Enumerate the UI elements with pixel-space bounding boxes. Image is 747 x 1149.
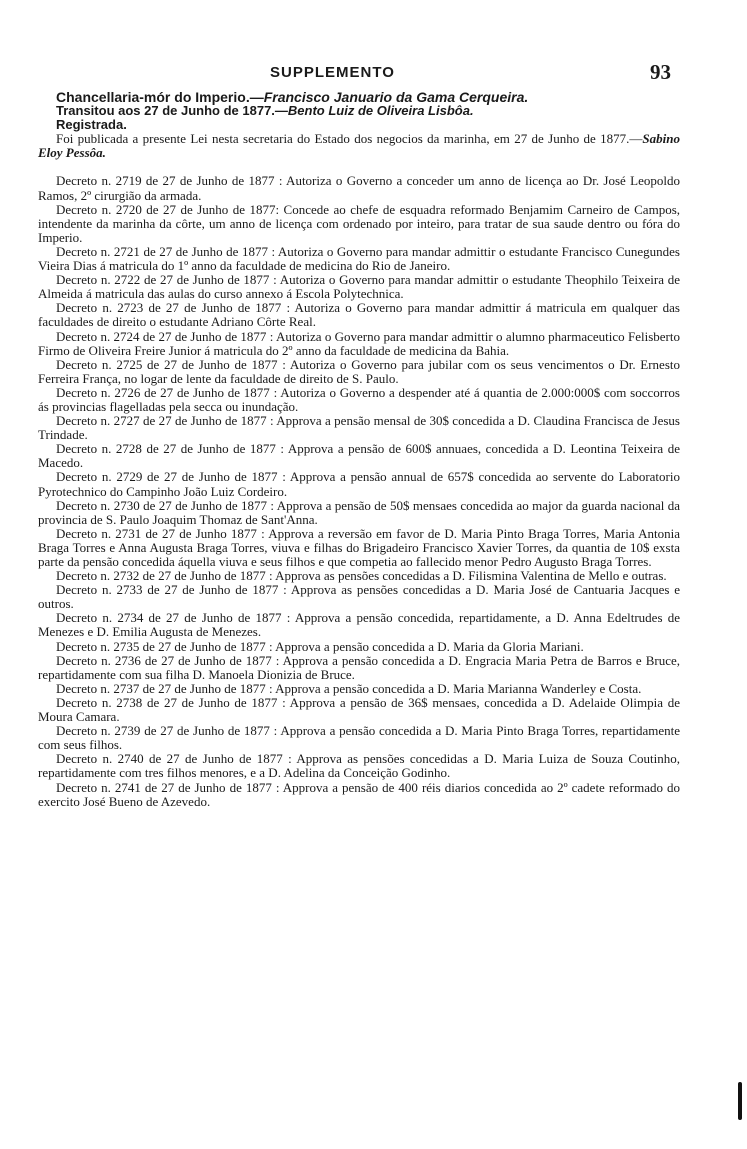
signatory-name: Bento Luiz de Oliveira Lisbôa.	[287, 103, 474, 119]
page-number: 93	[650, 60, 671, 84]
decree-paragraph: Decreto n. 2723 de 27 de Junho de 1877 : Autoriza o Governo para mandar admittir á matricula em qualquer das faculdades de direito o estudante Adriano Côrte Real.	[38, 300, 680, 330]
running-title: SUPPLEMENTO	[270, 64, 395, 81]
decree-paragraph: Decreto n. 2732 de 27 de Junho de 1877 : Approva as pensões concedidas a D. Filismina Valentina de Mello e outras.	[56, 568, 667, 584]
decree-paragraph: Decreto n. 2730 de 27 de Junho de 1877 : Approva a pensão de 50$ mensaes concedida ao major da guarda nacional da provincia de S. Paulo Joaquim Thomaz de Sant'Anna.	[38, 497, 680, 527]
decree-list	[38, 174, 680, 808]
decree-paragraph: Decreto n. 2726 de 27 de Junho de 1877 : Autoriza o Governo a despender até á quantia de 2.000:000$ com soccorros ás provincias flagelladas pela secca ou inundação.	[38, 384, 680, 414]
decree-paragraph: Decreto n. 2724 de 27 de Junho de 1877 : Autoriza o Governo para mandar admittir o alumno pharmaceutico Felisberto Firmo de Oliveira Freire Junior á matricula do 2º anno da faculdade de medicina da Bahia.	[38, 328, 680, 358]
decree-paragraph: Decreto n. 2720 de 27 de Junho de 1877: Concede ao chefe de esquadra reformado Benjamim Carneiro de Campos, intendente da marinha da côrte, um anno de licença com ordenado por inteiro, para tratar de sua saude dentro ou fóra do Imperio.	[38, 201, 680, 245]
decree-paragraph: Decreto n. 2728 de 27 de Junho de 1877 : Approva a pensão de 600$ annuaes, concedida a D. Leontina Teixeira de Macedo.	[38, 441, 680, 471]
decree-paragraph: Decreto n. 2727 de 27 de Junho de 1877 : Approva a pensão mensal de 30$ concedida a D. Claudina Francisca de Jesus Trindade.	[38, 413, 680, 443]
decree-paragraph: Decreto n. 2736 de 27 de Junho de 1877 : Approva a pensão concedida a D. Engracia Maria Petra de Barros e Bruce, repartidamente com sua filha D. Manoela Dionizia de Bruce.	[38, 652, 680, 682]
decree-paragraph: Decreto n. 2729 de 27 de Junho de 1877 : Approva a pensão annual de 657$ concedida ao servente do Laboratorio Pyrotechnico do Campinho João Luiz Cordeiro.	[38, 469, 680, 499]
page-body	[38, 90, 680, 809]
decree-paragraph: Decreto n. 2738 de 27 de Junho de 1877 : Approva a pensão de 36$ mensaes, concedida a D. Adelaide Olimpia de Moura Camara.	[38, 694, 680, 725]
chancellaria-line: Chancellaria-mór do Imperio.—Francisco Januario da Gama Cerqueira.	[56, 89, 529, 105]
signatory-name: Sabino Eloy Pessôa.	[38, 131, 680, 161]
page-header	[0, 58, 747, 88]
decree-paragraph: Decreto n. 2741 de 27 de Junho de 1877 : Approva a pensão de 400 réis diarios concedida ao 2º cadete reformado do exercito José Bueno de Azevedo.	[38, 779, 680, 809]
decree-paragraph: Decreto n. 2722 de 27 de Junho de 1877 : Autoriza o Governo para mandar admittir o estudante Theophilo Teixeira de Almeida á matricula das aulas do curso annexo á Escola Polytechnica.	[38, 272, 680, 302]
decree-paragraph: Decreto n. 2733 de 27 de Junho de 1877 : Approva as pensões concedidas a D. Maria José de Cantuaria Jacques e outros.	[38, 582, 680, 612]
margin-mark	[738, 1082, 742, 1120]
decree-paragraph: Decreto n. 2740 de 27 de Junho de 1877 : Approva as pensões concedidas a D. Maria Luiza de Souza Coutinho, repartidamente com tres filhos menores, e a D. Adelina da Conceição Godinho.	[38, 751, 680, 781]
signatory-name: Francisco Januario da Gama Cerqueira.	[263, 89, 529, 105]
decree-paragraph: Decreto n. 2719 de 27 de Junho de 1877 : Autoriza o Governo a conceder um anno de licença ao Dr. José Leopoldo Ramos, 2º cirurgião da armada.	[38, 173, 680, 203]
decree-paragraph: Decreto n. 2734 de 27 de Junho de 1877 : Approva a pensão concedida, repartidamente, a D. Anna Edeltrudes de Menezes e D. Emilia Augusta de Menezes.	[38, 610, 680, 640]
decree-paragraph: Decreto n. 2739 de 27 de Junho de 1877 : Approva a pensão concedida a D. Maria Pinto Braga Torres, repartidamente com seus filhos.	[38, 723, 680, 753]
decree-paragraph: Decreto n. 2735 de 27 de Junho de 1877 : Approva a pensão concedida a D. Maria da Gloria Mariani.	[56, 638, 584, 654]
lead-section	[38, 90, 680, 160]
transitou-line: Transitou aos 27 de Junho de 1877.—Bento Luiz de Oliveira Lisbôa.	[56, 103, 474, 119]
registrada-line: Registrada.	[56, 117, 127, 133]
decree-paragraph: Decreto n. 2737 de 27 de Junho de 1877 : Approva a pensão concedida a D. Maria Marianna Wanderley e Costa.	[56, 680, 642, 696]
publicada-line: Foi publicada a presente Lei nesta secretaria do Estado dos negocios da marinha, em 27 de Junho de 1877.—Sabino Eloy Pessôa.	[38, 131, 680, 161]
decree-paragraph: Decreto n. 2731 de 27 de Junho 1877 : Approva a reversão em favor de D. Maria Pinto Braga Torres, Maria Antonia Braga Torres e Anna Augusta Braga Torres, viuva e filhas do Brigadeiro Francisco Xavier Torres, da quantia de 10$ exsta parte da pensão concedida áquella viuva e seus filhos e que competia ao fallecido menor Pedro Augusto Braga Torres.	[38, 525, 680, 569]
decree-paragraph: Decreto n. 2721 de 27 de Junho de 1877 : Autoriza o Governo para mandar admittir o estudante Francisco Cunegundes Vieira Dias á matricula do 1º anno da faculdade de medicina do Rio de Janeiro.	[38, 243, 680, 274]
decree-paragraph: Decreto n. 2725 de 27 de Junho de 1877 : Autoriza o Governo para jubilar com os seus vencimentos o Dr. Ernesto Ferreira França, no logar de lente da faculdade de direito de S. Paulo.	[38, 356, 680, 386]
